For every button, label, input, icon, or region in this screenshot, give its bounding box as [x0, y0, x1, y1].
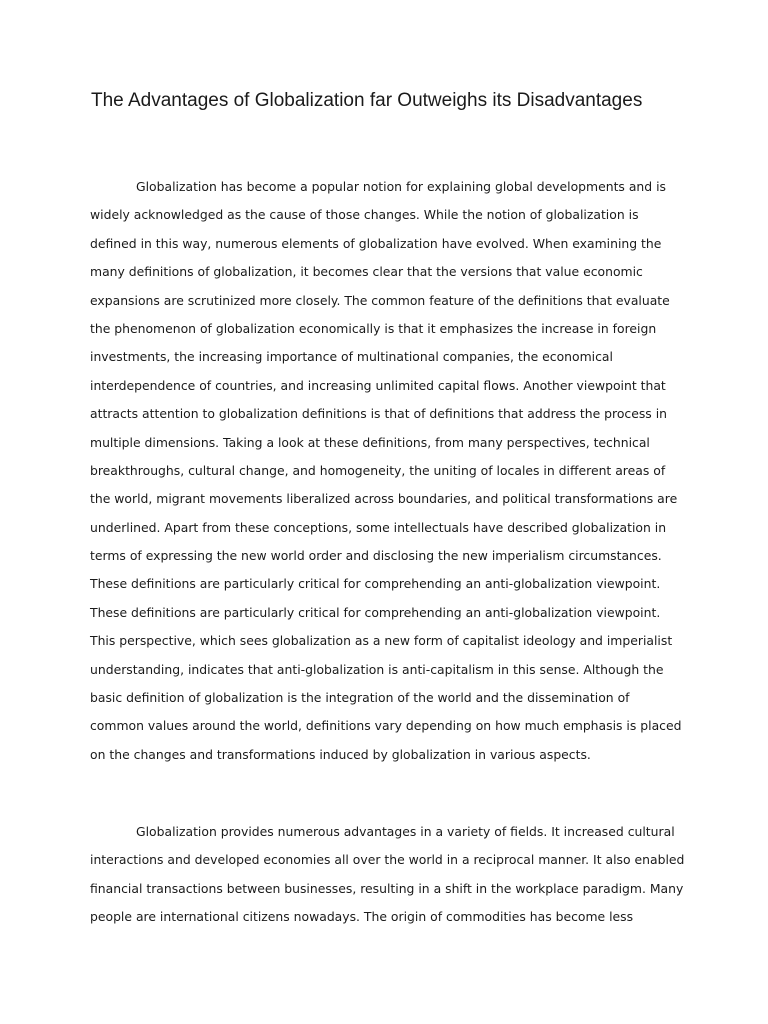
- paragraph-line: Globalization has become a popular notion for explaining global developments and is: [136, 179, 666, 194]
- document-title: The Advantages of Globalization far Outweighs its Disadvantages: [91, 90, 643, 111]
- paragraph-line: interactions and developed economies all over the world in a reciprocal manner. It also enabled: [90, 852, 685, 868]
- paragraph-line: the world, migrant movements liberalized across boundaries, and political transformations are: [90, 491, 678, 507]
- paragraph-line: financial transactions between businesses, resulting in a shift in the workplace paradigm. Many: [90, 880, 684, 896]
- paragraph-line: the phenomenon of globalization economically is that it emphasizes the increase in foreign: [90, 320, 657, 336]
- paragraph-line: breakthroughs, cultural change, and homogeneity, the uniting of locales in different areas of: [90, 462, 666, 478]
- paragraph-line: This perspective, which sees globalization as a new form of capitalist ideology and imperialist: [90, 633, 673, 649]
- body-paragraph-1: [90, 173, 690, 769]
- paragraph-line: widely acknowledged as the cause of those changes. While the notion of globalization is: [90, 207, 639, 223]
- paragraph-line: interdependence of countries, and increasing unlimited capital flows. Another viewpoint that: [90, 377, 666, 393]
- paragraph-line: investments, the increasing importance of multinational companies, the economical: [90, 349, 613, 365]
- paragraph-line: many definitions of globalization, it becomes clear that the versions that value economic: [90, 264, 643, 280]
- body-paragraph-2: [90, 818, 690, 932]
- paragraph-line: attracts attention to globalization definitions is that of definitions that address the process in: [90, 406, 667, 422]
- paragraph-line: defined in this way, numerous elements of globalization have evolved. When examining the: [90, 235, 662, 251]
- paragraph-line: on the changes and transformations induced by globalization in various aspects.: [90, 746, 591, 762]
- paragraph-line: people are international citizens nowadays. The origin of commodities has become less: [90, 909, 634, 925]
- paragraph-line: underlined. Apart from these conceptions, some intellectuals have described globalization in: [90, 519, 667, 535]
- paragraph-line: These definitions are particularly critical for comprehending an anti-globalization viewpoint.: [90, 576, 661, 592]
- paragraph-line: multiple dimensions. Taking a look at these definitions, from many perspectives, technical: [90, 434, 650, 450]
- paragraph-line: understanding, indicates that anti-globalization is anti-capitalism in this sense. Although the: [90, 661, 664, 677]
- paragraph-line: common values around the world, definitions vary depending on how much emphasis is placed: [90, 718, 682, 734]
- paragraph-line: Globalization provides numerous advantages in a variety of fields. It increased cultural: [136, 824, 675, 839]
- paragraph-line: basic definition of globalization is the integration of the world and the dissemination of: [90, 690, 630, 706]
- paragraph-line: These definitions are particularly critical for comprehending an anti-globalization viewpoint.: [90, 604, 661, 620]
- paragraph-line: expansions are scrutinized more closely. The common feature of the definitions that evaluate: [90, 292, 670, 308]
- paragraph-line: terms of expressing the new world order and disclosing the new imperialism circumstances.: [90, 548, 662, 564]
